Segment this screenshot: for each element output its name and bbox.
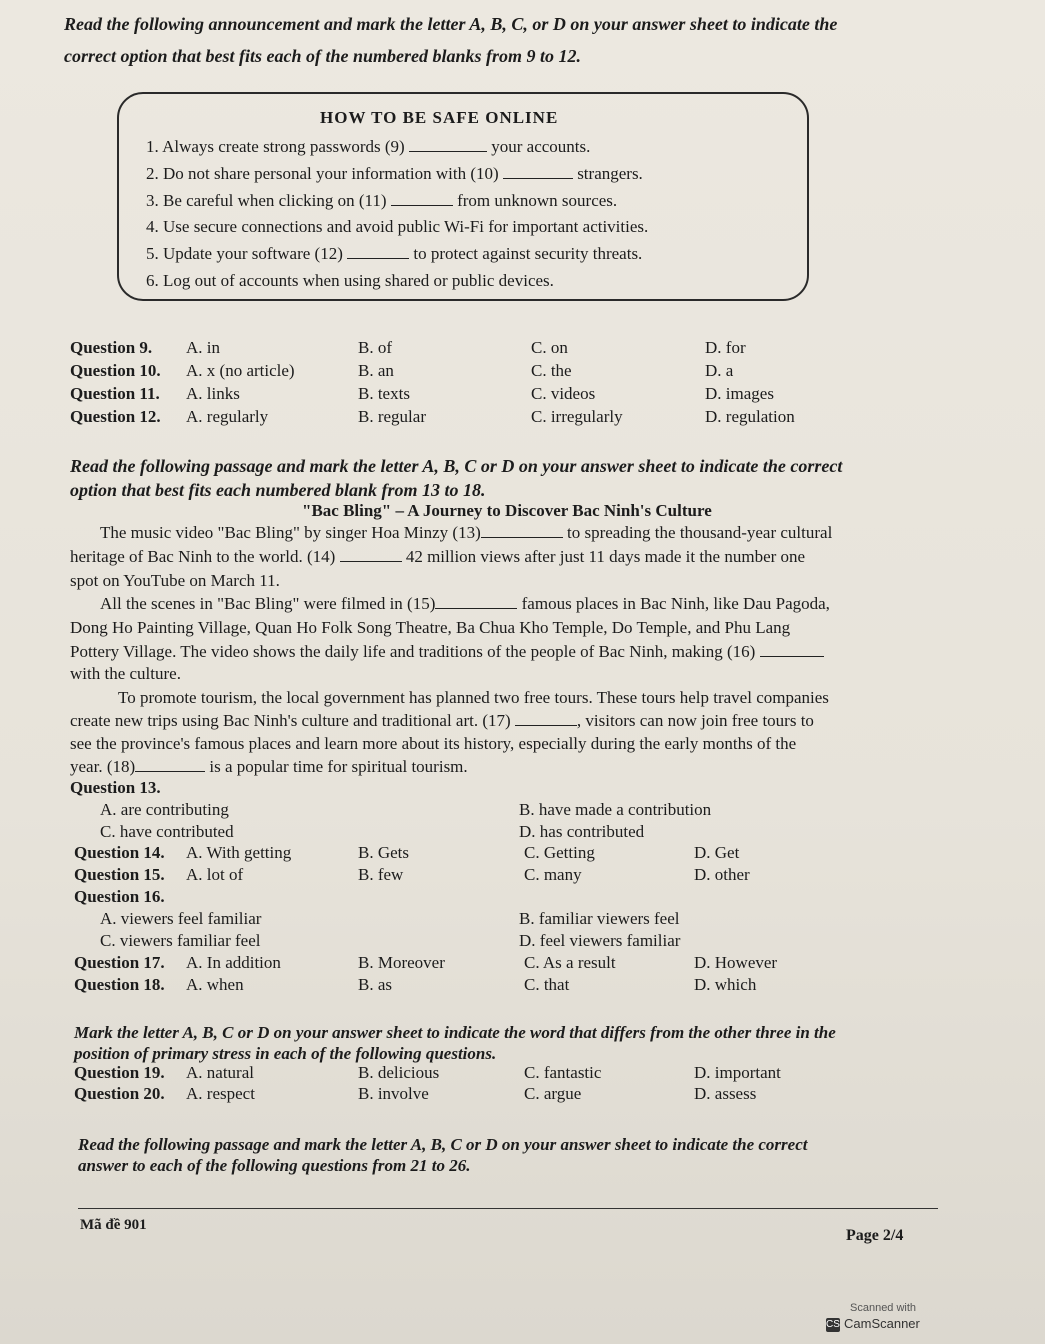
option-a: A. regularly xyxy=(186,407,269,426)
question-label: Question 12. xyxy=(70,407,161,426)
passage-line: create new trips using Bac Ninh's culture and traditional art. (17) , visitors can now join free tours to xyxy=(70,711,814,730)
option-c: C. videos xyxy=(531,384,596,403)
scanned-with-label: Scanned with xyxy=(850,1302,917,1314)
option-c: C. viewers familiar feel xyxy=(100,931,261,950)
blank-9 xyxy=(409,137,487,152)
option-b: B. of xyxy=(358,338,392,357)
passage-line: year. (18) is a popular time for spiritual tourism. xyxy=(70,757,468,776)
question-label: Question 9. xyxy=(70,338,153,357)
option-c: C. As a result xyxy=(524,953,616,972)
option-d: D. However xyxy=(694,953,778,972)
option-d: D. assess xyxy=(694,1084,757,1103)
option-a: A. when xyxy=(186,975,244,994)
question-label: Question 15. xyxy=(74,865,165,884)
option-c: C. on xyxy=(531,338,568,357)
blank-16 xyxy=(760,642,824,657)
option-a: A. respect xyxy=(186,1084,255,1103)
option-d: D. Get xyxy=(694,843,740,862)
question-label: Question 16. xyxy=(74,887,165,906)
passage-line: To promote tourism, the local government has planned two free tours. These tours help travel companies xyxy=(118,688,829,707)
option-b: B. as xyxy=(358,975,392,994)
blank-10 xyxy=(503,164,573,179)
option-d: D. has contributed xyxy=(519,822,645,841)
option-c: C. irregularly xyxy=(531,407,623,426)
instruction-13-18-line2: option that best fits each numbered blank from 13 to 18. xyxy=(70,480,486,500)
passage-line: The music video "Bac Bling" by singer Hoa Minzy (13) to spreading the thousand-year cultural xyxy=(100,523,833,542)
option-a: A. viewers feel familiar xyxy=(100,909,262,928)
instruction-9-12-line1: Read the following announcement and mark the letter A, B, C, or D on your answer sheet to indicate the xyxy=(64,14,838,34)
announcement-item: 3. Be careful when clicking on (11) from unknown sources. xyxy=(146,191,618,210)
blank-11 xyxy=(391,191,453,206)
passage-line: Dong Ho Painting Village, Quan Ho Folk Song Theatre, Ba Chua Kho Temple, Do Temple, and Phu Lang xyxy=(70,618,791,637)
option-b: B. texts xyxy=(358,384,410,403)
question-label: Question 17. xyxy=(74,953,165,972)
instruction-19-20-line2: position of primary stress in each of the following questions. xyxy=(74,1044,497,1063)
option-c: C. fantastic xyxy=(524,1063,602,1082)
option-d: D. feel viewers familiar xyxy=(519,931,681,950)
passage-line: heritage of Bac Ninh to the world. (14) 42 million views after just 11 days made it the number one xyxy=(70,547,806,566)
option-d: D. images xyxy=(705,384,774,403)
option-a: A. In addition xyxy=(186,953,281,972)
option-b: B. familiar viewers feel xyxy=(519,909,680,928)
page-number: Page 2/4 xyxy=(846,1227,904,1244)
blank-12 xyxy=(347,244,409,259)
announcement-item: 1. Always create strong passwords (9) your accounts. xyxy=(146,137,591,156)
question-label: Question 14. xyxy=(74,843,165,862)
question-label: Question 20. xyxy=(74,1084,165,1103)
blank-13 xyxy=(481,523,563,538)
option-b: B. delicious xyxy=(358,1063,440,1082)
passage-line: All the scenes in "Bac Bling" were filmed in (15) famous places in Bac Ninh, like Dau Pagoda, xyxy=(100,594,830,613)
passage-title: "Bac Bling" – A Journey to Discover Bac Ninh's Culture xyxy=(302,501,712,520)
question-label: Question 18. xyxy=(74,975,165,994)
option-b: B. few xyxy=(358,865,404,884)
instruction-9-12-line2: correct option that best fits each of the numbered blanks from 9 to 12. xyxy=(64,46,582,66)
option-b: B. have made a contribution xyxy=(519,800,712,819)
blank-15 xyxy=(435,594,517,609)
option-d: D. important xyxy=(694,1063,781,1082)
camscanner-icon: CS xyxy=(826,1318,840,1330)
option-c: C. argue xyxy=(524,1084,582,1103)
exam-code: Mã đề 901 xyxy=(80,1217,147,1233)
question-label: Question 11. xyxy=(70,384,160,403)
question-label: Question 19. xyxy=(74,1063,165,1082)
option-c: C. have contributed xyxy=(100,822,234,841)
option-b: B. Moreover xyxy=(358,953,445,972)
instruction-19-20-line1: Mark the letter A, B, C or D on your answer sheet to indicate the word that differs from the other three in the xyxy=(74,1023,836,1042)
option-b: B. Gets xyxy=(358,843,409,862)
option-d: D. a xyxy=(705,361,734,380)
option-a: A. are contributing xyxy=(100,800,229,819)
option-a: A. links xyxy=(186,384,240,403)
blank-17 xyxy=(515,711,577,726)
option-a: A. With getting xyxy=(186,843,292,862)
announcement-item: 6. Log out of accounts when using shared or public devices. xyxy=(146,271,554,290)
passage-line: with the culture. xyxy=(70,664,181,683)
blank-18 xyxy=(135,757,205,772)
passage-line: Pottery Village. The video shows the daily life and traditions of the people of Bac Ninh, making (16) xyxy=(70,642,824,662)
instruction-13-18-line1: Read the following passage and mark the letter A, B, C or D on your answer sheet to indicate the correct xyxy=(70,456,843,476)
option-b: B. regular xyxy=(358,407,426,426)
option-a: A. x (no article) xyxy=(186,361,295,380)
option-a: A. in xyxy=(186,338,220,357)
instruction-21-26-line1: Read the following passage and mark the letter A, B, C or D on your answer sheet to indicate the correct xyxy=(78,1135,808,1154)
question-label: Question 13. xyxy=(70,778,161,797)
option-c: C. that xyxy=(524,975,570,994)
option-d: D. which xyxy=(694,975,757,994)
option-b: B. an xyxy=(358,361,394,380)
option-c: C. Getting xyxy=(524,843,595,862)
option-d: D. for xyxy=(705,338,746,357)
option-c: C. the xyxy=(531,361,572,380)
announcement-item: 5. Update your software (12) to protect against security threats. xyxy=(146,244,643,263)
announcement-item: 2. Do not share personal your information with (10) strangers. xyxy=(146,164,643,183)
footer-divider xyxy=(78,1208,938,1209)
announcement-item: 4. Use secure connections and avoid public Wi-Fi for important activities. xyxy=(146,217,649,236)
option-d: D. other xyxy=(694,865,750,884)
option-d: D. regulation xyxy=(705,407,795,426)
announcement-title: HOW TO BE SAFE ONLINE xyxy=(320,108,559,127)
option-a: A. natural xyxy=(186,1063,254,1082)
passage-line: spot on YouTube on March 11. xyxy=(70,571,280,590)
camscanner-watermark: CS CamScanner xyxy=(826,1316,920,1331)
blank-14 xyxy=(340,547,402,562)
option-b: B. involve xyxy=(358,1084,429,1103)
question-label: Question 10. xyxy=(70,361,161,380)
instruction-21-26-line2: answer to each of the following questions from 21 to 26. xyxy=(78,1156,471,1175)
option-c: C. many xyxy=(524,865,582,884)
option-a: A. lot of xyxy=(186,865,244,884)
passage-line: see the province's famous places and learn more about its history, especially during the early months of the xyxy=(70,734,797,753)
